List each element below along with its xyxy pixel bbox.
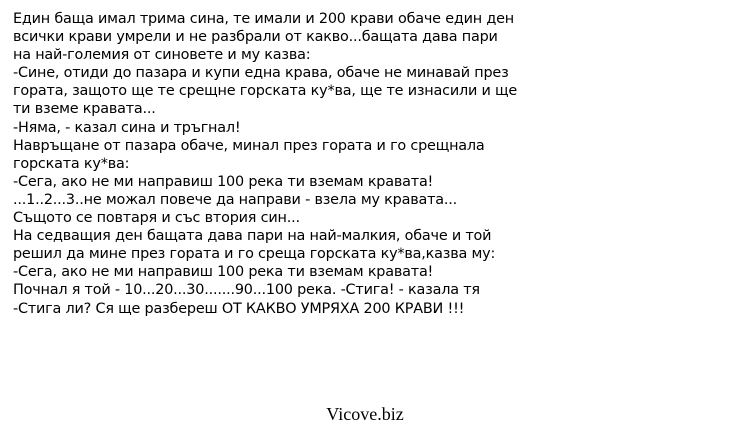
joke-line: всички крави умрели и не разбрали от какво...бащата дава пари — [13, 29, 498, 46]
joke-line: -Сега, ако не ми направиш 100 река ти вземам кравата! — [13, 173, 434, 190]
joke-line: -Сине, отиди до пазара и купи една крава, обаче не минавай през — [13, 65, 509, 82]
joke-line: Навръщане от пазара обаче, минал през гората и го срещнала — [13, 137, 485, 154]
joke-line: гората, защото ще те срещне горската ку*ва, ще те изнасили и ще — [13, 83, 518, 100]
joke-line: -Няма, - казал сина и тръгнал! — [13, 119, 241, 136]
joke-line: Един баща имал трима сина, те имали и 200 крави обаче един ден — [13, 11, 514, 27]
joke-line: решил да мине през гората и го среща горската ку*ва,казва му: — [13, 246, 496, 263]
joke-line: ти вземе кравата... — [13, 101, 156, 118]
joke-line: на най-големия от синовете и му казва: — [13, 47, 311, 64]
site-watermark: Vicove.biz — [326, 404, 404, 424]
joke-line: ...1..2...3..не можал повече да направи - взела му кравата... — [13, 191, 458, 208]
joke-text — [13, 10, 725, 318]
joke-line: горската ку*ва: — [13, 155, 130, 172]
joke-line: -Сега, ако не ми направиш 100 река ти вземам кравата! — [13, 264, 434, 281]
joke-line: -Стига ли? Ся ще разбереш ОТ КАКВО УМРЯХА 200 КРАВИ !!! — [13, 300, 465, 317]
joke-line: На седващия ден бащата дава пари на най-малкия, обаче и той — [13, 228, 492, 245]
joke-line: Същото се повтаря и със втория син... — [13, 210, 300, 227]
joke-line: Почнал я той - 10...20...30.......90...100 река. -Стига! - казала тя — [13, 282, 480, 299]
